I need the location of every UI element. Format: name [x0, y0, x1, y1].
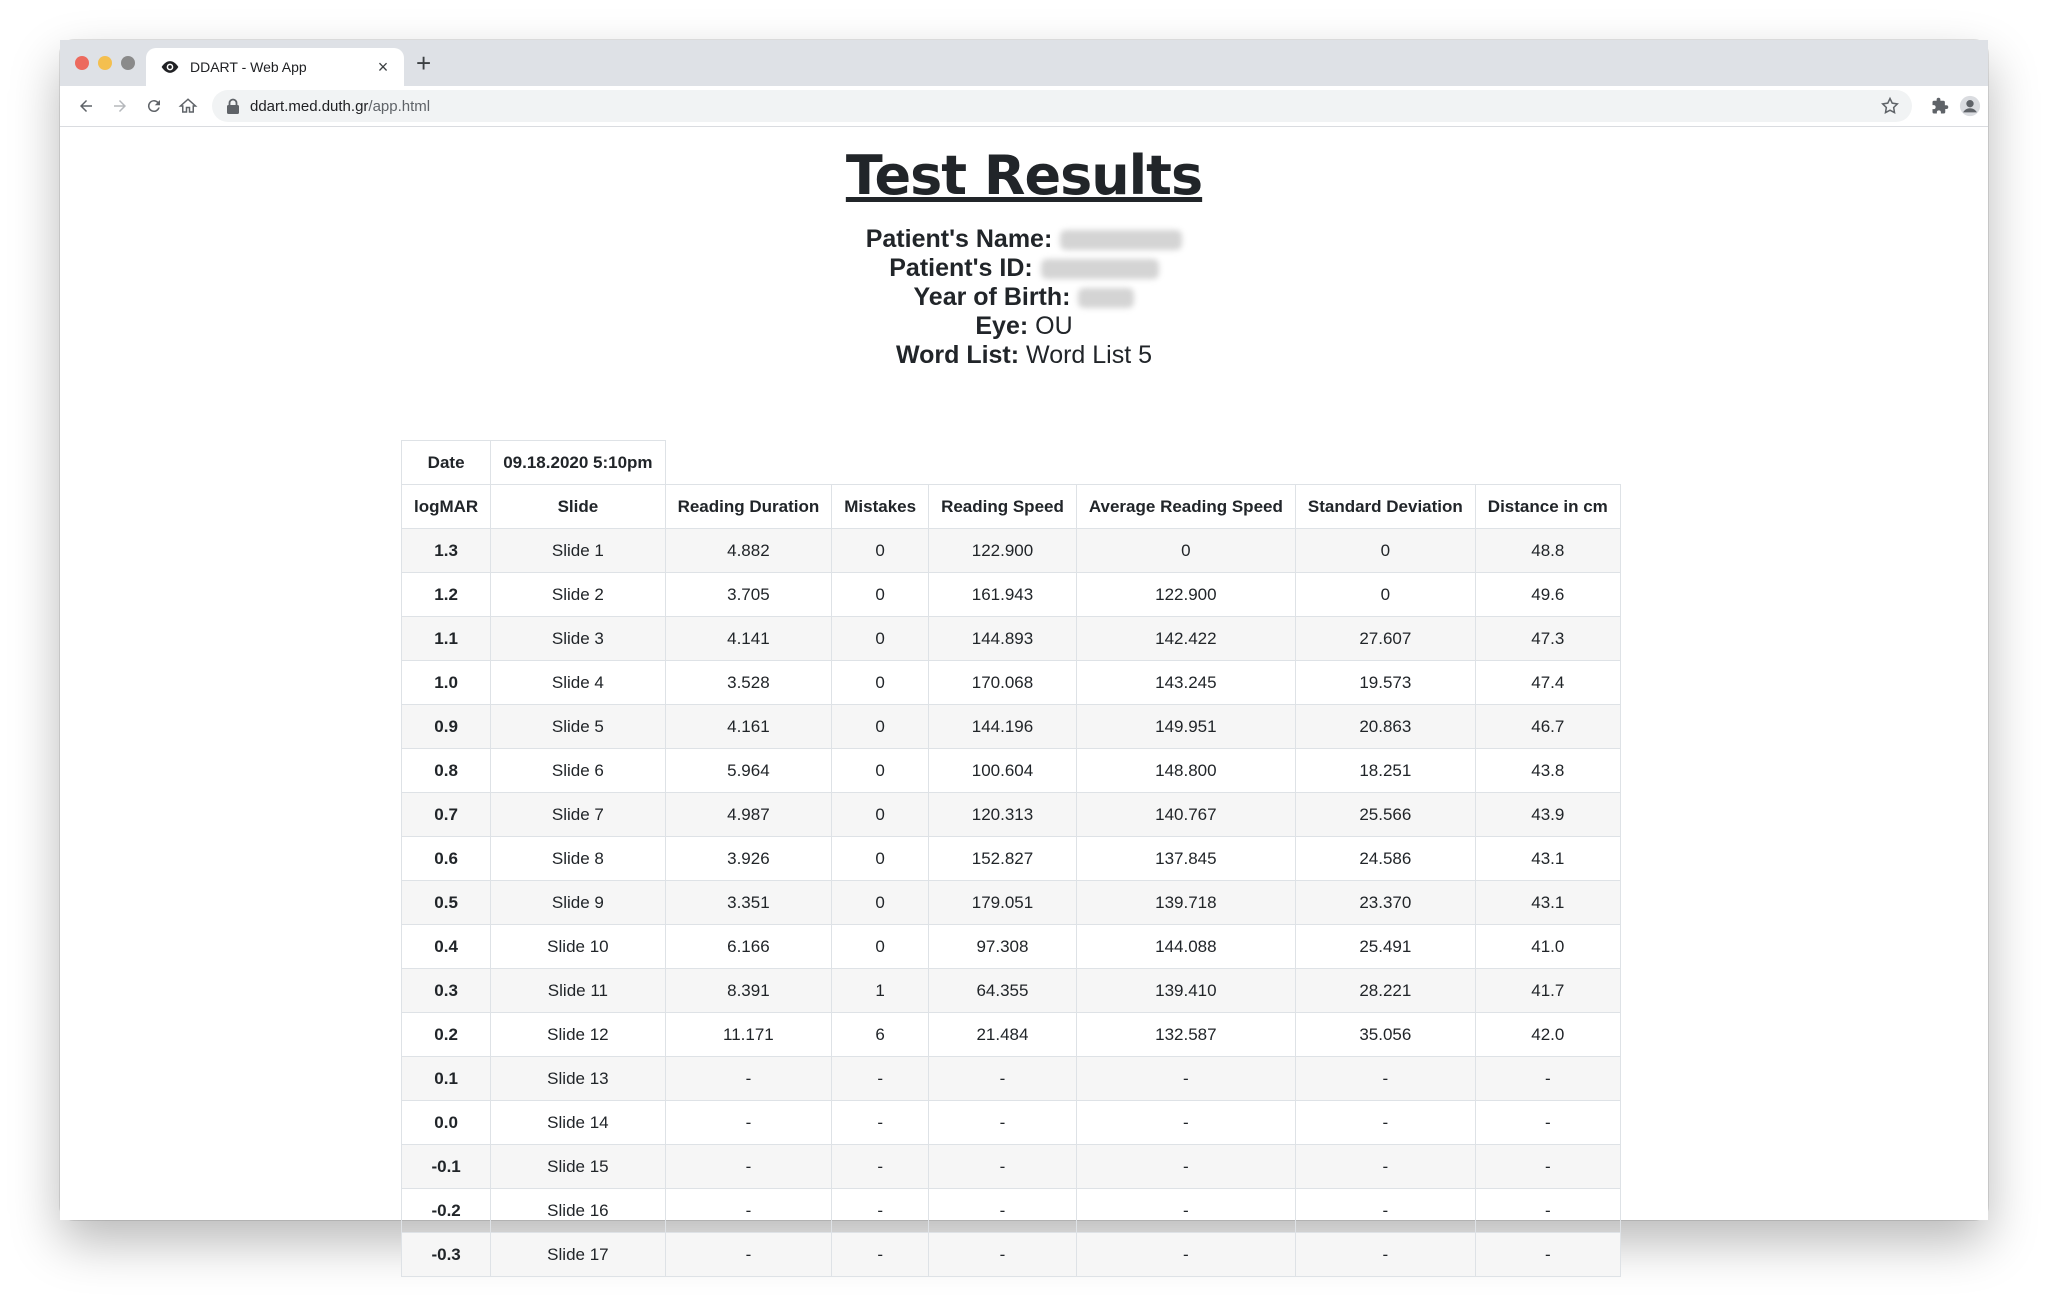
table-row: [402, 1145, 1621, 1189]
header-standard-deviation: Standard Deviation: [1295, 485, 1475, 529]
logmar-cell: -0.3: [402, 1233, 491, 1277]
table-row: [402, 573, 1621, 617]
url-host: ddart.med.duth.gr: [250, 97, 369, 115]
year-of-birth-line: [60, 283, 1988, 312]
reading-speed-cell: 120.313: [929, 793, 1077, 837]
table-row: [402, 529, 1621, 573]
slide-cell: Slide 17: [491, 1233, 665, 1277]
slide-cell: Slide 16: [491, 1189, 665, 1233]
slide-cell: Slide 3: [491, 617, 665, 661]
logmar-cell: 1.2: [402, 573, 491, 617]
slide-cell: Slide 12: [491, 1013, 665, 1057]
mistakes-cell: 0: [832, 925, 929, 969]
standard-deviation-cell: 27.607: [1295, 617, 1475, 661]
mistakes-cell: 0: [832, 837, 929, 881]
distance-cell: 48.8: [1475, 529, 1620, 573]
logmar-cell: 0.5: [402, 881, 491, 925]
patient-info: [60, 225, 1988, 370]
header-reading-duration: Reading Duration: [665, 485, 832, 529]
eye-label: Eye:: [975, 312, 1029, 340]
mistakes-cell: 0: [832, 661, 929, 705]
distance-cell: -: [1475, 1101, 1620, 1145]
distance-cell: -: [1475, 1057, 1620, 1101]
header-distance: Distance in cm: [1475, 485, 1620, 529]
distance-cell: 43.1: [1475, 881, 1620, 925]
reading-duration-cell: -: [665, 1189, 832, 1233]
tab-strip: [60, 40, 1988, 86]
date-value: 09.18.2020 5:10pm: [491, 441, 665, 485]
back-button[interactable]: [74, 94, 98, 118]
patient-name-line: [60, 225, 1988, 254]
reading-duration-cell: 5.964: [665, 749, 832, 793]
reading-duration-cell: 3.926: [665, 837, 832, 881]
page-content: [60, 127, 1988, 1264]
table-row: [402, 793, 1621, 837]
distance-cell: 43.9: [1475, 793, 1620, 837]
mistakes-cell: -: [832, 1145, 929, 1189]
average-reading-speed-cell: 139.718: [1076, 881, 1295, 925]
slide-cell: Slide 4: [491, 661, 665, 705]
mistakes-cell: 0: [832, 705, 929, 749]
table-row: [402, 705, 1621, 749]
browser-window: [60, 40, 1988, 1264]
mistakes-cell: -: [832, 1101, 929, 1145]
reading-speed-cell: 170.068: [929, 661, 1077, 705]
average-reading-speed-cell: -: [1076, 1233, 1295, 1277]
standard-deviation-cell: 24.586: [1295, 837, 1475, 881]
reading-duration-cell: 4.987: [665, 793, 832, 837]
standard-deviation-cell: 0: [1295, 573, 1475, 617]
table-row: [402, 749, 1621, 793]
standard-deviation-cell: 18.251: [1295, 749, 1475, 793]
reading-duration-cell: 3.351: [665, 881, 832, 925]
date-row: [402, 441, 1621, 485]
table-row: [402, 1101, 1621, 1145]
table-row: [402, 617, 1621, 661]
reading-duration-cell: -: [665, 1145, 832, 1189]
distance-cell: 49.6: [1475, 573, 1620, 617]
tab-title: DDART - Web App: [190, 59, 307, 75]
arrow-left-icon: [77, 97, 95, 115]
patient-id-line: [60, 254, 1988, 283]
url-path: /app.html: [368, 97, 431, 115]
average-reading-speed-cell: 142.422: [1076, 617, 1295, 661]
reading-duration-cell: -: [665, 1057, 832, 1101]
reload-icon: [145, 97, 163, 115]
standard-deviation-cell: 28.221: [1295, 969, 1475, 1013]
standard-deviation-cell: 35.056: [1295, 1013, 1475, 1057]
header-logmar: logMAR: [402, 485, 491, 529]
standard-deviation-cell: 0: [1295, 529, 1475, 573]
distance-cell: 43.1: [1475, 837, 1620, 881]
reading-speed-cell: 97.308: [929, 925, 1077, 969]
reading-duration-cell: 4.161: [665, 705, 832, 749]
distance-cell: 47.4: [1475, 661, 1620, 705]
address-bar[interactable]: [212, 90, 1912, 122]
reading-speed-cell: -: [929, 1145, 1077, 1189]
slide-cell: Slide 5: [491, 705, 665, 749]
logmar-cell: 0.2: [402, 1013, 491, 1057]
patient-name-label: Patient's Name:: [865, 225, 1053, 253]
slide-cell: Slide 10: [491, 925, 665, 969]
standard-deviation-cell: 23.370: [1295, 881, 1475, 925]
average-reading-speed-cell: 122.900: [1076, 573, 1295, 617]
patient-id-label: Patient's ID:: [889, 254, 1033, 282]
slide-cell: Slide 6: [491, 749, 665, 793]
mistakes-cell: -: [832, 1189, 929, 1233]
standard-deviation-cell: -: [1295, 1189, 1475, 1233]
reading-duration-cell: 4.882: [665, 529, 832, 573]
table-row: [402, 837, 1621, 881]
mistakes-cell: -: [832, 1233, 929, 1277]
word-list-label: Word List:: [895, 341, 1020, 369]
arrow-right-icon: [111, 97, 129, 115]
date-row-spacer: [665, 441, 1620, 485]
table-row: [402, 925, 1621, 969]
standard-deviation-cell: -: [1295, 1145, 1475, 1189]
distance-cell: -: [1475, 1145, 1620, 1189]
results-body: [402, 529, 1621, 1277]
table-row: [402, 969, 1621, 1013]
logmar-cell: 1.1: [402, 617, 491, 661]
slide-cell: Slide 7: [491, 793, 665, 837]
patient-name-redacted: [1060, 230, 1182, 250]
header-reading-speed: Reading Speed: [929, 485, 1077, 529]
forward-button[interactable]: [108, 94, 132, 118]
reading-duration-cell: -: [665, 1101, 832, 1145]
table-row: [402, 661, 1621, 705]
header-row: [402, 485, 1621, 529]
mistakes-cell: 0: [832, 573, 929, 617]
logmar-cell: 0.6: [402, 837, 491, 881]
mistakes-cell: 6: [832, 1013, 929, 1057]
logmar-cell: 0.8: [402, 749, 491, 793]
zoom-window-button[interactable]: [121, 56, 135, 70]
average-reading-speed-cell: -: [1076, 1057, 1295, 1101]
distance-cell: 43.8: [1475, 749, 1620, 793]
standard-deviation-cell: 25.566: [1295, 793, 1475, 837]
logmar-cell: 1.3: [402, 529, 491, 573]
slide-cell: Slide 14: [491, 1101, 665, 1145]
logmar-cell: -0.2: [402, 1189, 491, 1233]
slide-cell: Slide 2: [491, 573, 665, 617]
slide-cell: Slide 13: [491, 1057, 665, 1101]
url-text: [250, 98, 430, 115]
mistakes-cell: 0: [832, 881, 929, 925]
home-icon: [179, 97, 197, 115]
reading-duration-cell: -: [665, 1233, 832, 1277]
distance-cell: 47.3: [1475, 617, 1620, 661]
logmar-cell: 0.9: [402, 705, 491, 749]
average-reading-speed-cell: -: [1076, 1101, 1295, 1145]
logmar-cell: 0.7: [402, 793, 491, 837]
date-label: Date: [402, 441, 491, 485]
reload-button[interactable]: [142, 94, 166, 118]
table-row: [402, 1013, 1621, 1057]
reading-duration-cell: 6.166: [665, 925, 832, 969]
slide-cell: Slide 1: [491, 529, 665, 573]
average-reading-speed-cell: 144.088: [1076, 925, 1295, 969]
standard-deviation-cell: 19.573: [1295, 661, 1475, 705]
reading-duration-cell: 3.705: [665, 573, 832, 617]
minimize-window-button[interactable]: [98, 56, 112, 70]
puzzle-icon: [1931, 97, 1949, 115]
average-reading-speed-cell: 139.410: [1076, 969, 1295, 1013]
avatar-icon: [1959, 95, 1981, 117]
mistakes-cell: 0: [832, 617, 929, 661]
standard-deviation-cell: -: [1295, 1057, 1475, 1101]
close-window-button[interactable]: [75, 56, 89, 70]
standard-deviation-cell: -: [1295, 1101, 1475, 1145]
distance-cell: 41.0: [1475, 925, 1620, 969]
reading-speed-cell: -: [929, 1233, 1077, 1277]
table-row: [402, 1057, 1621, 1101]
bookmark-star-icon[interactable]: [1880, 96, 1900, 116]
results-table: [401, 440, 1621, 1277]
browser-tab[interactable]: [146, 48, 404, 86]
mistakes-cell: -: [832, 1057, 929, 1101]
reading-speed-cell: 122.900: [929, 529, 1077, 573]
mistakes-cell: 0: [832, 793, 929, 837]
average-reading-speed-cell: 148.800: [1076, 749, 1295, 793]
average-reading-speed-cell: 137.845: [1076, 837, 1295, 881]
table-row: [402, 1189, 1621, 1233]
slide-cell: Slide 9: [491, 881, 665, 925]
logmar-cell: 0.1: [402, 1057, 491, 1101]
eye-line: [60, 312, 1988, 341]
standard-deviation-cell: 25.491: [1295, 925, 1475, 969]
window-controls: [75, 56, 135, 70]
reading-duration-cell: 4.141: [665, 617, 832, 661]
mistakes-cell: 0: [832, 529, 929, 573]
slide-cell: Slide 11: [491, 969, 665, 1013]
average-reading-speed-cell: -: [1076, 1145, 1295, 1189]
average-reading-speed-cell: 0: [1076, 529, 1295, 573]
word-list-value: Word List 5: [1026, 341, 1153, 369]
average-reading-speed-cell: -: [1076, 1189, 1295, 1233]
reading-speed-cell: 152.827: [929, 837, 1077, 881]
reading-speed-cell: 144.893: [929, 617, 1077, 661]
distance-cell: -: [1475, 1189, 1620, 1233]
distance-cell: -: [1475, 1233, 1620, 1277]
patient-id-redacted: [1041, 259, 1159, 279]
reading-speed-cell: 144.196: [929, 705, 1077, 749]
year-of-birth-label: Year of Birth:: [913, 283, 1071, 311]
logmar-cell: 0.3: [402, 969, 491, 1013]
reading-duration-cell: 11.171: [665, 1013, 832, 1057]
eye-icon: [160, 57, 180, 77]
standard-deviation-cell: 20.863: [1295, 705, 1475, 749]
reading-speed-cell: 161.943: [929, 573, 1077, 617]
distance-cell: 46.7: [1475, 705, 1620, 749]
table-row: [402, 881, 1621, 925]
distance-cell: 42.0: [1475, 1013, 1620, 1057]
average-reading-speed-cell: 140.767: [1076, 793, 1295, 837]
header-mistakes: Mistakes: [832, 485, 929, 529]
reading-duration-cell: 8.391: [665, 969, 832, 1013]
reading-speed-cell: 179.051: [929, 881, 1077, 925]
mistakes-cell: 1: [832, 969, 929, 1013]
logmar-cell: -0.1: [402, 1145, 491, 1189]
average-reading-speed-cell: 149.951: [1076, 705, 1295, 749]
reading-speed-cell: -: [929, 1189, 1077, 1233]
reading-duration-cell: 3.528: [665, 661, 832, 705]
tab-close-icon[interactable]: ×: [377, 56, 389, 77]
logmar-cell: 0.0: [402, 1101, 491, 1145]
logmar-cell: 1.0: [402, 661, 491, 705]
logmar-cell: 0.4: [402, 925, 491, 969]
year-of-birth-redacted: [1078, 288, 1134, 308]
standard-deviation-cell: -: [1295, 1233, 1475, 1277]
reading-speed-cell: -: [929, 1057, 1077, 1101]
header-average-reading-speed: Average Reading Speed: [1076, 485, 1295, 529]
new-tab-button[interactable]: +: [416, 48, 432, 78]
page-title: Test Results: [845, 144, 1203, 207]
reading-speed-cell: 21.484: [929, 1013, 1077, 1057]
eye-value: OU: [1035, 312, 1073, 340]
slide-cell: Slide 8: [491, 837, 665, 881]
browser-toolbar: [60, 86, 1988, 127]
word-list-line: [60, 341, 1988, 370]
average-reading-speed-cell: 143.245: [1076, 661, 1295, 705]
average-reading-speed-cell: 132.587: [1076, 1013, 1295, 1057]
reading-speed-cell: 64.355: [929, 969, 1077, 1013]
slide-cell: Slide 15: [491, 1145, 665, 1189]
extensions-button[interactable]: [1928, 94, 1952, 118]
header-slide: Slide: [491, 485, 665, 529]
lock-icon: [226, 98, 240, 114]
table-row: [402, 1233, 1621, 1277]
reading-speed-cell: -: [929, 1101, 1077, 1145]
distance-cell: 41.7: [1475, 969, 1620, 1013]
home-button[interactable]: [176, 94, 200, 118]
mistakes-cell: 0: [832, 749, 929, 793]
profile-button[interactable]: [1956, 94, 1984, 118]
reading-speed-cell: 100.604: [929, 749, 1077, 793]
